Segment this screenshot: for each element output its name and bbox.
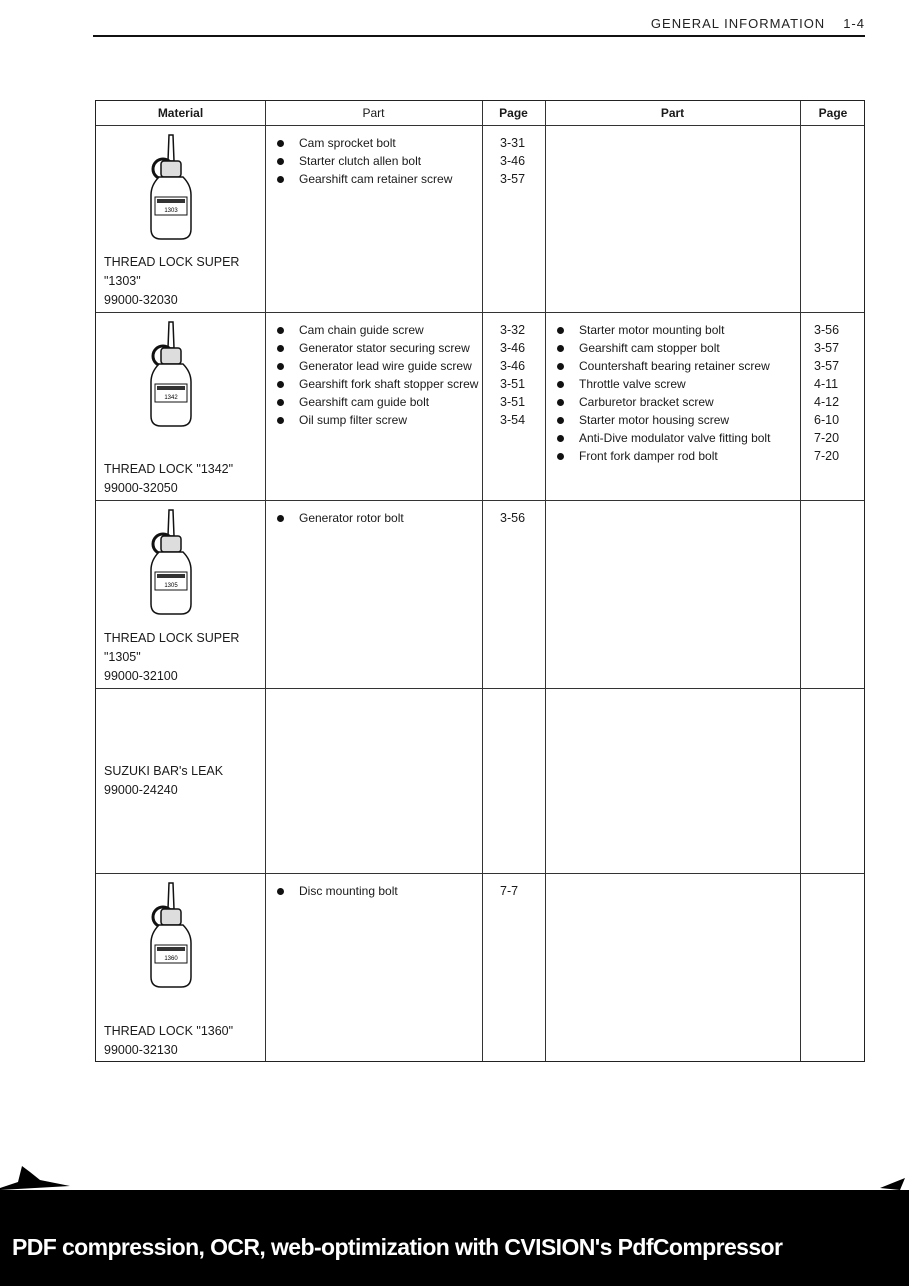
- list-item: [274, 171, 545, 188]
- bullet-icon: [277, 515, 284, 522]
- page-reference: 3-56: [814, 323, 840, 337]
- material-line: THREAD LOCK "1360": [104, 1024, 234, 1038]
- table-row: [96, 125, 864, 312]
- page-reference: 3-54: [500, 413, 526, 427]
- page-reference: 7-7: [500, 884, 519, 898]
- page-reference: 3-32: [500, 323, 526, 337]
- bullet-icon: [277, 381, 284, 388]
- bullet-icon: [277, 327, 284, 334]
- table-row: [96, 312, 864, 500]
- parts-list: [274, 135, 545, 189]
- page-reference: 3-56: [500, 511, 526, 525]
- bullet-icon: [557, 435, 564, 442]
- col-header-material: Material: [157, 106, 204, 120]
- row-divider: [96, 873, 864, 874]
- list-item: [274, 358, 545, 375]
- material-name: [104, 1022, 262, 1060]
- part-name: Generator lead wire guide screw: [299, 359, 472, 373]
- page-reference: 7-20: [814, 431, 840, 445]
- part-name: Throttle valve screw: [579, 377, 686, 391]
- page-reference: 4-12: [814, 395, 840, 409]
- list-item: [274, 322, 545, 339]
- row-divider: [96, 688, 864, 689]
- material-line: "1303": [104, 274, 141, 288]
- footer-banner: [0, 1190, 909, 1286]
- part-name: Gearshift cam guide bolt: [299, 395, 430, 409]
- parts-list: [274, 510, 545, 528]
- part-name: Starter motor housing screw: [579, 413, 730, 427]
- section-title: GENERAL INFORMATION: [650, 16, 826, 31]
- list-item: [274, 153, 545, 170]
- page-reference: 3-51: [500, 377, 526, 391]
- list-item: [554, 448, 866, 465]
- list-item: [554, 412, 866, 429]
- list-item: [274, 376, 545, 393]
- thread-lock-bottle-icon: [141, 320, 201, 430]
- list-item: [274, 412, 545, 429]
- material-line: SUZUKI BAR's LEAK: [104, 764, 224, 778]
- part-name: Disc mounting bolt: [299, 884, 398, 898]
- col-header-page-2: Page: [818, 106, 848, 120]
- page-number: 1-4: [843, 16, 865, 31]
- material-line: "1305": [104, 650, 141, 664]
- page-reference: 4-11: [814, 377, 839, 391]
- bullet-icon: [557, 381, 564, 388]
- thread-lock-bottle-icon: [141, 133, 201, 243]
- part-name: Countershaft bearing retainer screw: [579, 359, 770, 373]
- page-reference: 3-31: [500, 136, 526, 150]
- bullet-icon: [277, 399, 284, 406]
- page-reference: 3-57: [814, 359, 840, 373]
- material-name: [104, 762, 262, 800]
- bullet-icon: [277, 888, 284, 895]
- list-item: [554, 322, 866, 339]
- bullet-icon: [277, 176, 284, 183]
- table-row: [96, 688, 864, 873]
- header-rule: [93, 35, 865, 37]
- bottle-label: 1342: [164, 395, 178, 401]
- table-row: [96, 873, 864, 1062]
- part-name: Generator stator securing screw: [299, 341, 470, 355]
- bullet-icon: [557, 363, 564, 370]
- list-item: [274, 883, 545, 900]
- thread-lock-bottle-icon: [141, 881, 201, 991]
- bottle-label: 1360: [164, 956, 178, 962]
- bullet-icon: [557, 453, 564, 460]
- bullet-icon: [277, 417, 284, 424]
- page-reference: 3-57: [814, 341, 840, 355]
- part-name: Front fork damper rod bolt: [579, 449, 718, 463]
- part-name: Gearshift cam retainer screw: [299, 172, 453, 186]
- col-header-part: Part: [362, 106, 385, 120]
- bullet-icon: [557, 399, 564, 406]
- part-name: Gearshift cam stopper bolt: [579, 341, 720, 355]
- bullet-icon: [557, 345, 564, 352]
- list-item: [554, 358, 866, 375]
- running-header: [651, 16, 865, 31]
- part-name: Cam chain guide screw: [299, 323, 424, 337]
- motorcycle-silhouette-icon: [0, 1158, 909, 1192]
- part-name: Starter motor mounting bolt: [579, 323, 725, 337]
- list-item: [554, 376, 866, 393]
- part-name: Starter clutch allen bolt: [299, 154, 422, 168]
- thread-lock-bottle-icon: [141, 508, 201, 618]
- part-name: Anti-Dive modulator valve fitting bolt: [579, 431, 771, 445]
- page-reference: 3-57: [500, 172, 526, 186]
- part-name: Gearshift fork shaft stopper screw: [299, 377, 479, 391]
- bullet-icon: [277, 158, 284, 165]
- table-row: [96, 500, 864, 688]
- part-name: Cam sprocket bolt: [299, 136, 396, 150]
- material-line: 99000-32100: [104, 669, 178, 683]
- page-reference: 6-10: [814, 413, 840, 427]
- bottle-label: 1303: [164, 208, 178, 214]
- material-name: [104, 460, 262, 498]
- material-line: THREAD LOCK SUPER: [104, 255, 240, 269]
- list-item: [554, 394, 866, 411]
- material-line: 99000-24240: [104, 783, 178, 797]
- row-divider: [96, 500, 864, 501]
- page-reference: 3-51: [500, 395, 526, 409]
- bullet-icon: [557, 327, 564, 334]
- bullet-icon: [557, 417, 564, 424]
- col-header-page: Page: [499, 106, 528, 120]
- col-header-part-2: Part: [660, 106, 685, 120]
- material-line: 99000-32130: [104, 1043, 178, 1057]
- bottle-label: 1305: [164, 583, 178, 589]
- bullet-icon: [277, 345, 284, 352]
- page-reference: 3-46: [500, 341, 526, 355]
- page-reference: 7-20: [814, 449, 840, 463]
- list-item: [554, 340, 866, 357]
- part-name: Generator rotor bolt: [299, 511, 404, 525]
- parts-list: [554, 322, 866, 466]
- bullet-icon: [277, 140, 284, 147]
- list-item: [274, 135, 545, 152]
- thread-lock-table: [95, 100, 865, 1062]
- page-reference: 3-46: [500, 359, 526, 373]
- list-item: [274, 510, 545, 527]
- parts-list: [274, 322, 545, 430]
- material-line: 99000-32050: [104, 481, 178, 495]
- material-line: THREAD LOCK "1342": [104, 462, 234, 476]
- material-line: 99000-32030: [104, 293, 178, 307]
- footer-text: PDF compression, OCR, web-optimization with CVISION's PdfCompressor: [12, 1234, 783, 1260]
- bullet-icon: [277, 363, 284, 370]
- parts-list: [274, 883, 545, 901]
- material-name: [104, 253, 262, 310]
- list-item: [554, 430, 866, 447]
- material-name: [104, 629, 262, 686]
- list-item: [274, 340, 545, 357]
- list-item: [274, 394, 545, 411]
- part-name: Carburetor bracket screw: [579, 395, 714, 409]
- page-reference: 3-46: [500, 154, 526, 168]
- material-line: THREAD LOCK SUPER: [104, 631, 240, 645]
- row-divider: [96, 312, 864, 313]
- part-name: Oil sump filter screw: [299, 413, 408, 427]
